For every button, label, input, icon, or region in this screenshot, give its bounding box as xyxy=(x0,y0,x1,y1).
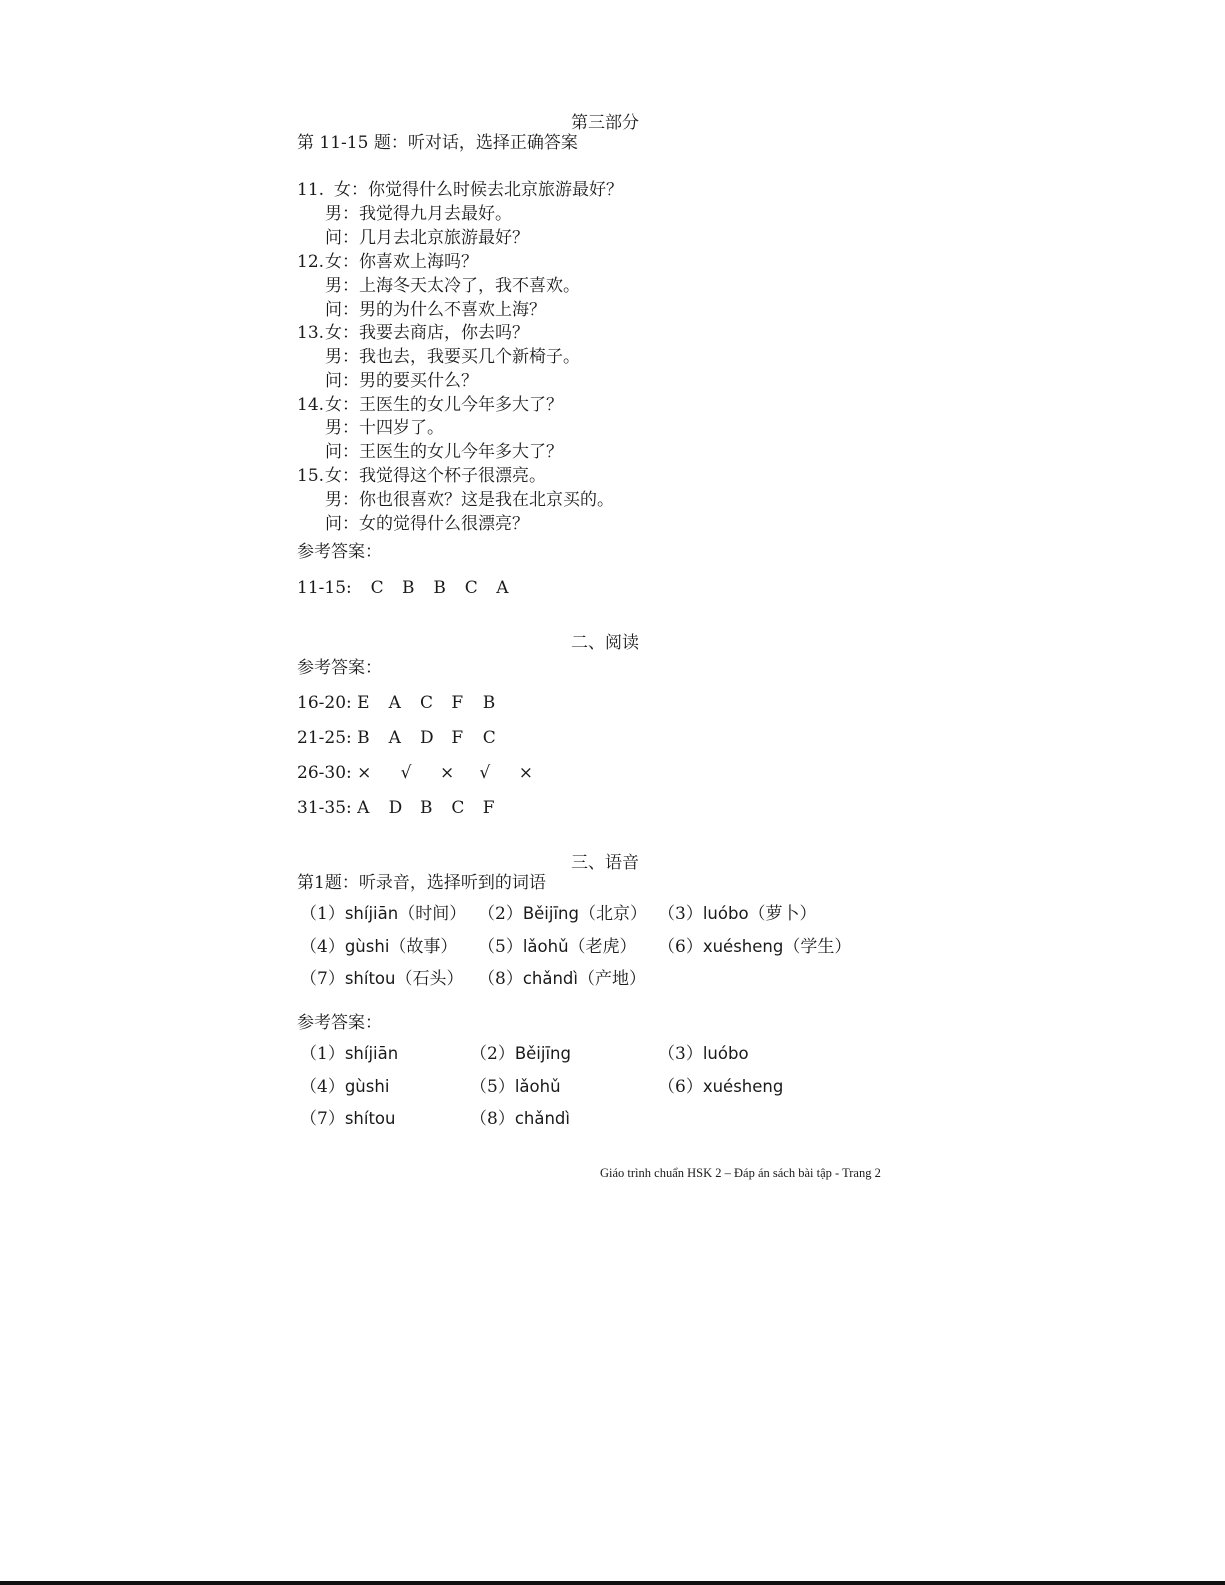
answer-value: C xyxy=(419,693,433,713)
word-pinyin: shíjiān xyxy=(344,904,399,923)
word-number: （5） xyxy=(470,1077,515,1097)
answer-row-11-15 xyxy=(297,576,522,600)
answer-value: A xyxy=(496,578,509,598)
word-pinyin: shítou xyxy=(344,969,396,988)
word-option-7 xyxy=(300,967,464,991)
word-pinyin: chǎndì xyxy=(514,1109,570,1128)
answer-value: B xyxy=(357,728,370,748)
dialogue-number: 14. xyxy=(297,395,325,415)
dialogue-question: 问：男的要买什么？ xyxy=(325,371,478,391)
dialogue-female-line: 女：你喜欢上海吗？ xyxy=(325,252,478,272)
answer-value: F xyxy=(451,728,464,748)
word-option-6 xyxy=(658,935,851,959)
word-option-4 xyxy=(300,935,457,959)
answer-word-2 xyxy=(470,1042,571,1066)
word-hanzi: （北京） xyxy=(578,904,647,924)
answer-word-7 xyxy=(300,1107,396,1131)
answer-value: C xyxy=(464,578,478,598)
dialogue-number: 12. xyxy=(297,252,325,272)
word-hanzi: （故事） xyxy=(389,937,458,957)
answer-value: E xyxy=(357,693,370,713)
answer-value: C xyxy=(482,728,496,748)
answer-range: 16-20: xyxy=(297,693,352,713)
word-number: （8） xyxy=(478,969,523,989)
answer-value: D xyxy=(419,728,434,748)
dialogue-female-line: 女：王医生的女儿今年多大了？ xyxy=(325,395,563,415)
word-pinyin: Běijīng xyxy=(514,1044,571,1063)
word-pinyin: gùshi xyxy=(344,937,390,956)
answer-range: 31-35: xyxy=(297,798,352,818)
word-number: （4） xyxy=(300,1077,345,1097)
word-pinyin: Běijīng xyxy=(522,904,579,923)
dialogue-question: 问：几月去北京旅游最好？ xyxy=(325,228,529,248)
answer-value: B xyxy=(482,693,496,713)
answer-row-26-30 xyxy=(297,761,553,785)
answer-range: 26-30: xyxy=(297,763,352,783)
word-number: （1） xyxy=(300,904,345,924)
reference-answer-label: 参考答案： xyxy=(297,542,382,562)
answer-value: A xyxy=(388,728,401,748)
answer-range: 11-15: xyxy=(297,578,352,598)
answer-value: C xyxy=(370,578,384,598)
answer-value: B xyxy=(419,798,433,818)
answer-word-3 xyxy=(658,1042,749,1066)
answer-value: A xyxy=(388,693,401,713)
word-pinyin: lǎohǔ xyxy=(514,1077,561,1096)
word-hanzi: （学生） xyxy=(783,937,852,957)
answer-row-21-25 xyxy=(297,726,509,750)
word-hanzi: （时间） xyxy=(398,904,467,924)
dialogue-number: 13. xyxy=(297,323,325,343)
word-option-1 xyxy=(300,902,466,926)
word-number: （5） xyxy=(478,937,523,957)
dialogue-male-line: 男：上海冬天太冷了，我不喜欢。 xyxy=(325,276,580,296)
answer-word-8 xyxy=(470,1107,570,1131)
answer-row-16-20 xyxy=(297,691,509,715)
dialogue-number: 15. xyxy=(297,466,325,486)
answer-value: B xyxy=(401,578,415,598)
word-number: （1） xyxy=(300,1044,345,1064)
answer-value: A xyxy=(357,798,370,818)
word-option-8 xyxy=(478,967,646,991)
reference-answer-label: 参考答案： xyxy=(297,1013,382,1033)
bottom-edge-divider xyxy=(0,1581,1225,1585)
answer-word-5 xyxy=(470,1075,561,1099)
answer-value: × xyxy=(357,763,372,783)
answer-value: × xyxy=(439,763,455,783)
word-option-2 xyxy=(478,902,647,926)
dialogue-male-line: 男：我觉得九月去最好。 xyxy=(325,204,512,224)
word-pinyin: xuésheng xyxy=(702,1077,784,1096)
answer-value: D xyxy=(388,798,403,818)
word-number: （2） xyxy=(478,904,523,924)
part3-title: 第三部分 xyxy=(571,113,639,133)
answer-word-1 xyxy=(300,1042,398,1066)
dialogue-female-line: 女：我觉得这个杯子很漂亮。 xyxy=(325,466,546,486)
word-pinyin: chǎndì xyxy=(522,969,578,988)
word-hanzi: （萝卜） xyxy=(748,904,817,924)
dialogue-female-line: 女：我要去商店，你去吗？ xyxy=(325,323,529,343)
word-number: （3） xyxy=(658,904,703,924)
word-number: （8） xyxy=(470,1109,515,1129)
word-number: （4） xyxy=(300,937,345,957)
answer-value: F xyxy=(482,798,495,818)
dialogue-male-line: 男：你也很喜欢？这是我在北京买的。 xyxy=(325,490,614,510)
dialogue-number: 11. xyxy=(297,180,325,200)
word-hanzi: （产地） xyxy=(577,969,646,989)
answer-value: B xyxy=(433,578,446,598)
answer-value: √ xyxy=(479,763,491,783)
word-pinyin: shítou xyxy=(344,1109,396,1128)
instruction-phonetics: 第1题：听录音，选择听到的词语 xyxy=(297,873,546,893)
dialogue-male-line: 男：十四岁了。 xyxy=(325,418,444,438)
word-pinyin: lǎohǔ xyxy=(522,937,569,956)
word-pinyin: luóbo xyxy=(702,904,749,923)
dialogue-female-line: 女：你觉得什么时候去北京旅游最好？ xyxy=(334,180,623,200)
answer-value: F xyxy=(451,693,464,713)
dialogue-question: 问：男的为什么不喜欢上海？ xyxy=(325,300,546,320)
word-pinyin: gùshi xyxy=(344,1077,390,1096)
dialogue-male-line: 男：我也去，我要买几个新椅子。 xyxy=(325,347,580,367)
reading-title: 二、阅读 xyxy=(571,633,639,653)
word-pinyin: shíjiān xyxy=(344,1044,399,1063)
word-number: （6） xyxy=(658,1077,703,1097)
word-hanzi: （石头） xyxy=(395,969,464,989)
reference-answer-label: 参考答案： xyxy=(297,658,382,678)
instruction-11-15: 第 11-15 题：听对话，选择正确答案 xyxy=(297,133,578,153)
dialogue-question: 问：王医生的女儿今年多大了？ xyxy=(325,442,563,462)
word-option-3 xyxy=(658,902,817,926)
word-number: （7） xyxy=(300,969,345,989)
word-number: （3） xyxy=(658,1044,703,1064)
phonetics-title: 三、语音 xyxy=(571,853,639,873)
answer-range: 21-25: xyxy=(297,728,352,748)
answer-row-31-35 xyxy=(297,796,509,820)
answer-value: C xyxy=(451,798,465,818)
word-option-5 xyxy=(478,935,637,959)
answer-word-4 xyxy=(300,1075,389,1099)
word-hanzi: （老虎） xyxy=(568,937,637,957)
word-pinyin: luóbo xyxy=(702,1044,749,1063)
dialogue-question: 问：女的觉得什么很漂亮？ xyxy=(325,514,529,534)
word-number: （7） xyxy=(300,1109,345,1129)
page-footer: Giáo trình chuẩn HSK 2 – Đáp án sách bài tập - Trang 2 xyxy=(600,1166,881,1180)
word-number: （2） xyxy=(470,1044,515,1064)
word-pinyin: xuésheng xyxy=(702,937,784,956)
answer-value: × xyxy=(518,763,534,783)
answer-value: √ xyxy=(400,763,412,783)
answer-word-6 xyxy=(658,1075,783,1099)
word-number: （6） xyxy=(658,937,703,957)
